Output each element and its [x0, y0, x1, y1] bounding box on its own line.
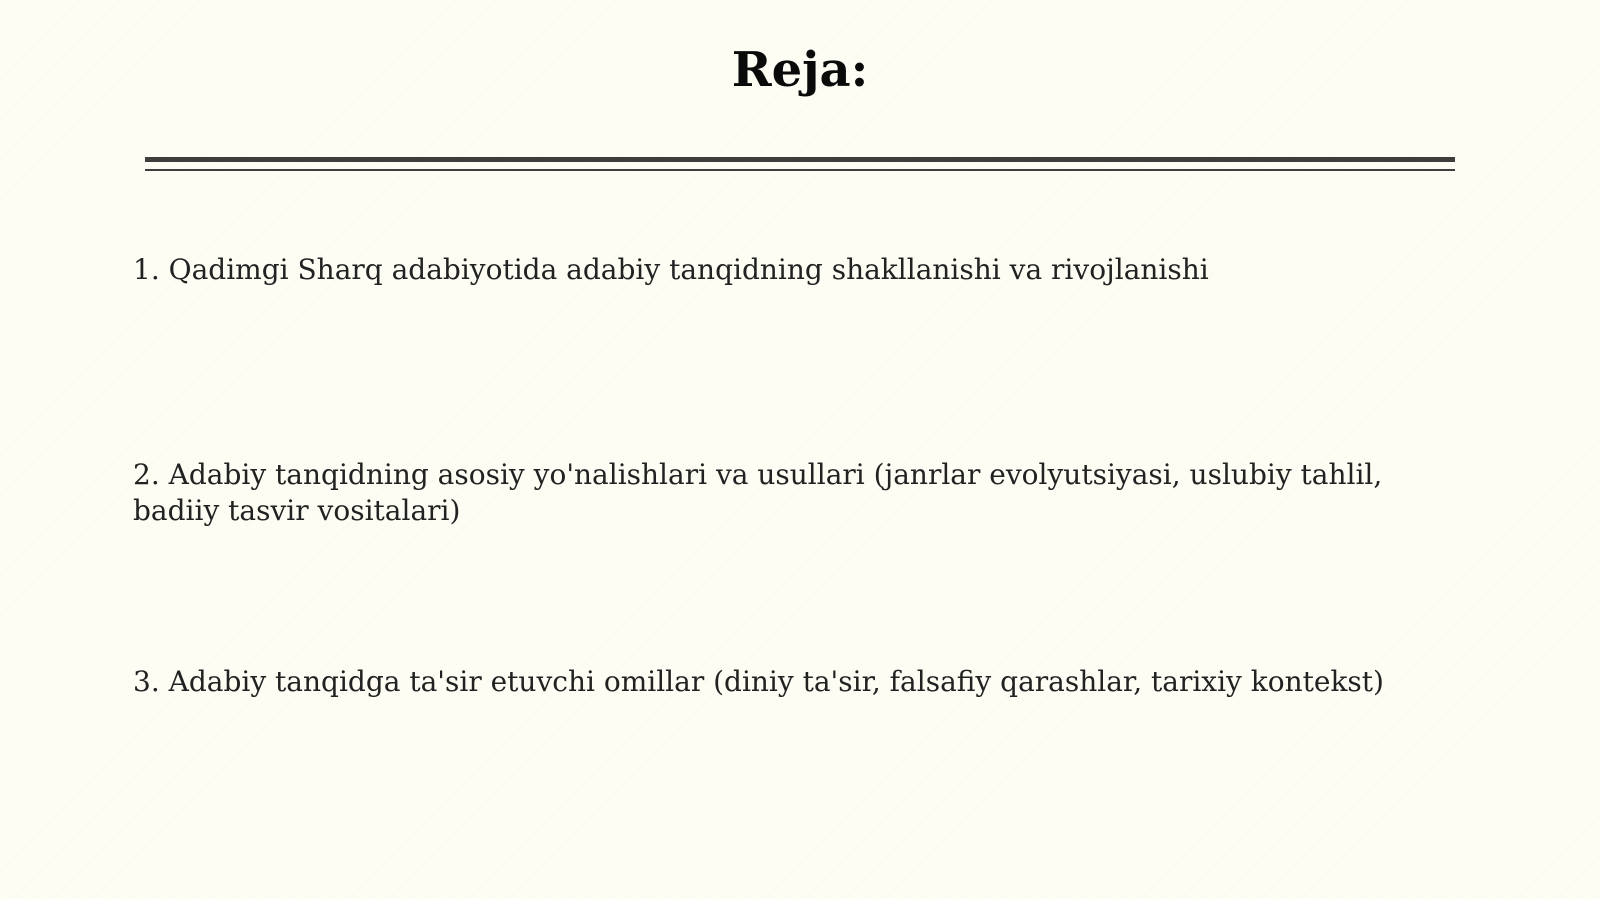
plan-item-1: 1. Qadimgi Sharq adabiyotida adabiy tanqidning shakllanishi va rivojlanishi	[133, 253, 1209, 286]
slide-title: Reja:	[731, 42, 869, 98]
plan-item-3: 3. Adabiy tanqidga ta'sir etuvchi omillar (diniy ta'sir, falsafiy qarashlar, tarixiy kontekst)	[133, 665, 1384, 698]
title-divider-thick	[145, 157, 1455, 162]
plan-item-2: 2. Adabiy tanqidning asosiy yo'nalishlari va usullari (janrlar evolyutsiyasi, uslubiy tahlil, badiiy tasvir vositalari)	[133, 458, 1383, 527]
title-divider-thin	[145, 169, 1455, 171]
